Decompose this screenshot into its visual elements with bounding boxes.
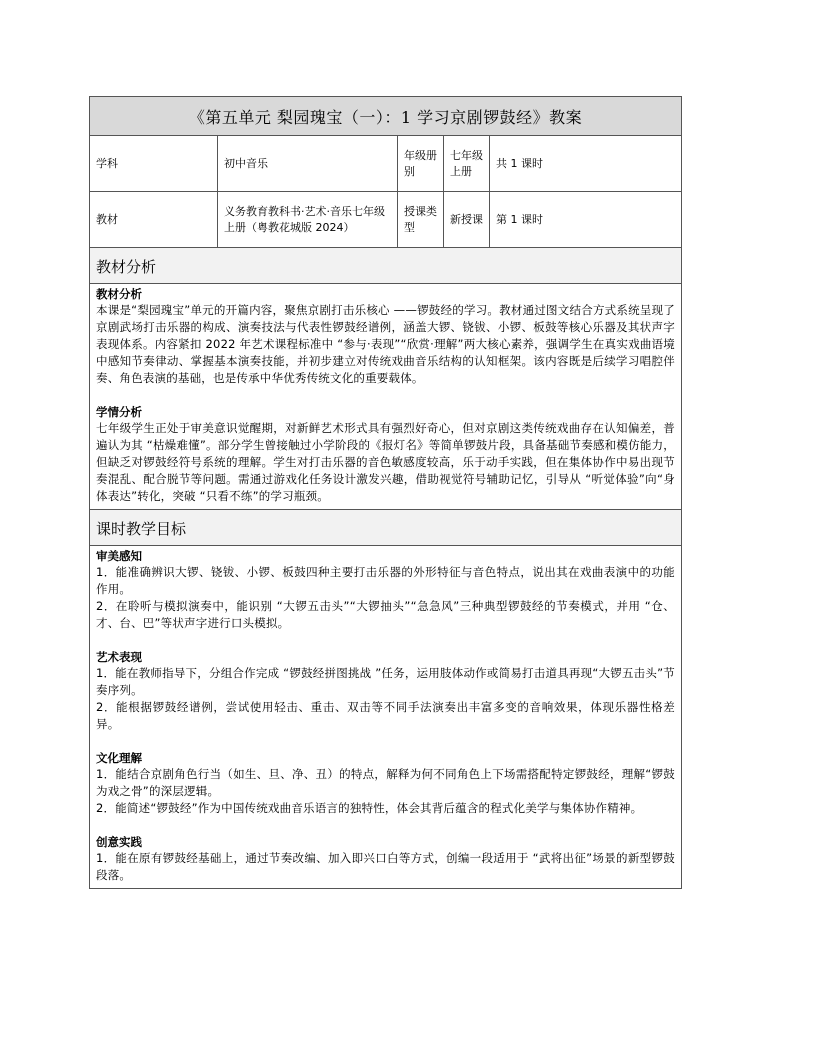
hours-value: 共 1 课时 xyxy=(490,136,681,192)
type-label: 授课类型 xyxy=(398,192,444,248)
info-table xyxy=(90,136,681,248)
type-value: 新授课 xyxy=(444,192,490,248)
lesson-plan-document xyxy=(89,96,682,889)
subheading-student-analysis: 学情分析 xyxy=(96,405,142,419)
goals-section xyxy=(90,546,681,888)
goal-title-culture: 文化理解 xyxy=(96,751,142,765)
goal-title-aesthetic: 审美感知 xyxy=(96,549,142,563)
grade-value: 七年级上册 xyxy=(444,136,490,192)
goal-item: 1．能在原有锣鼓经基础上，通过节奏改编、加入即兴口白等方式，创编一段适用于 “武将出征”场景的新型锣鼓段落。 xyxy=(96,851,675,882)
analysis-section xyxy=(90,284,681,510)
document-title: 《第五单元 梨园瑰宝（一）：1 学习京剧锣鼓经》教案 xyxy=(90,97,681,136)
paragraph-student-analysis: 七年级学生正处于审美意识觉醒期，对新鲜艺术形式具有强烈好奇心，但对京剧这类传统戏曲存在认知偏差，普遍认为其 “枯燥难懂”。部分学生曾接触过小学阶段的《报灯名》等简单锣鼓片段，具备基础节奏感和模仿能力，但缺乏对锣鼓经符号系统的理解。学生对打击乐器的音色敏感度较高，乐于动手实践，但在集体协作中易出现节奏混乱、配合脱节等问题。需通过游戏化任务设计激发兴趣，借助视觉符号辅助记忆，引导从 “听觉体验”向“身体表达”转化，突破 “只看不练”的学习瓶颈。 xyxy=(96,421,675,503)
subheading-textbook-analysis: 教材分析 xyxy=(96,287,142,301)
goal-item: 1．能结合京剧角色行当（如生、旦、净、丑）的特点，解释为何不同角色上下场需搭配特定锣鼓经，理解“锣鼓为戏之骨”的深层逻辑。 xyxy=(96,767,675,798)
section-heading-analysis: 教材分析 xyxy=(90,248,681,284)
section-heading-goals: 课时教学目标 xyxy=(90,510,681,546)
lesson-value: 第 1 课时 xyxy=(490,192,681,248)
goal-item: 2．能简述“锣鼓经”作为中国传统戏曲音乐语言的独特性，体会其背后蕴含的程式化美学与集体协作精神。 xyxy=(96,801,643,815)
goal-item: 1．能在教师指导下，分组合作完成 “锣鼓经拼图挑战 ”任务，运用肢体动作或简易打击道具再现“大锣五击头”节奏序列。 xyxy=(96,666,675,697)
subject-label: 学科 xyxy=(90,136,218,192)
grade-label: 年级册别 xyxy=(398,136,444,192)
goal-title-performance: 艺术表现 xyxy=(96,650,142,664)
subject-value: 初中音乐 xyxy=(218,136,398,192)
goal-item: 2．能根据锣鼓经谱例，尝试使用轻击、重击、双击等不同手法演奏出丰富多变的音响效果，体现乐器性格差异。 xyxy=(96,700,675,731)
paragraph-textbook-analysis: 本课是“梨园瑰宝”单元的开篇内容，聚焦京剧打击乐核心 ——锣鼓经的学习。教材通过图文结合方式系统呈现了京剧武场打击乐器的构成、演奏技法与代表性锣鼓经谱例，涵盖大锣、铙钹、小锣、板鼓等核心乐器及其状声字表现体系。内容紧扣 2022 年艺术课程标准中 “参与·表现”“欣赏·理解”两大核心素养，强调学生在真实戏曲语境中感知节奏律动、掌握基本演奏技能，并初步建立对传统戏曲音乐结构的认知框架。该内容既是后续学习唱腔伴奏、角色表演的基础，也是传承中华优秀传统文化的重要载体。 xyxy=(96,303,675,385)
goal-title-creative: 创意实践 xyxy=(96,835,142,849)
goal-item: 1．能准确辨识大锣、铙钹、小锣、板鼓四种主要打击乐器的外形特征与音色特点，说出其在戏曲表演中的功能作用。 xyxy=(96,565,675,596)
textbook-label: 教材 xyxy=(90,192,218,248)
goal-item: 2．在聆听与模拟演奏中，能识别 “大锣五击头”“大锣抽头”“急急风”三种典型锣鼓经的节奏模式，并用 “仓、才、台、巴”等状声字进行口头模拟。 xyxy=(96,599,675,630)
textbook-value: 义务教育教科书·艺术·音乐七年级上册（粤教花城版 2024） xyxy=(218,192,398,248)
